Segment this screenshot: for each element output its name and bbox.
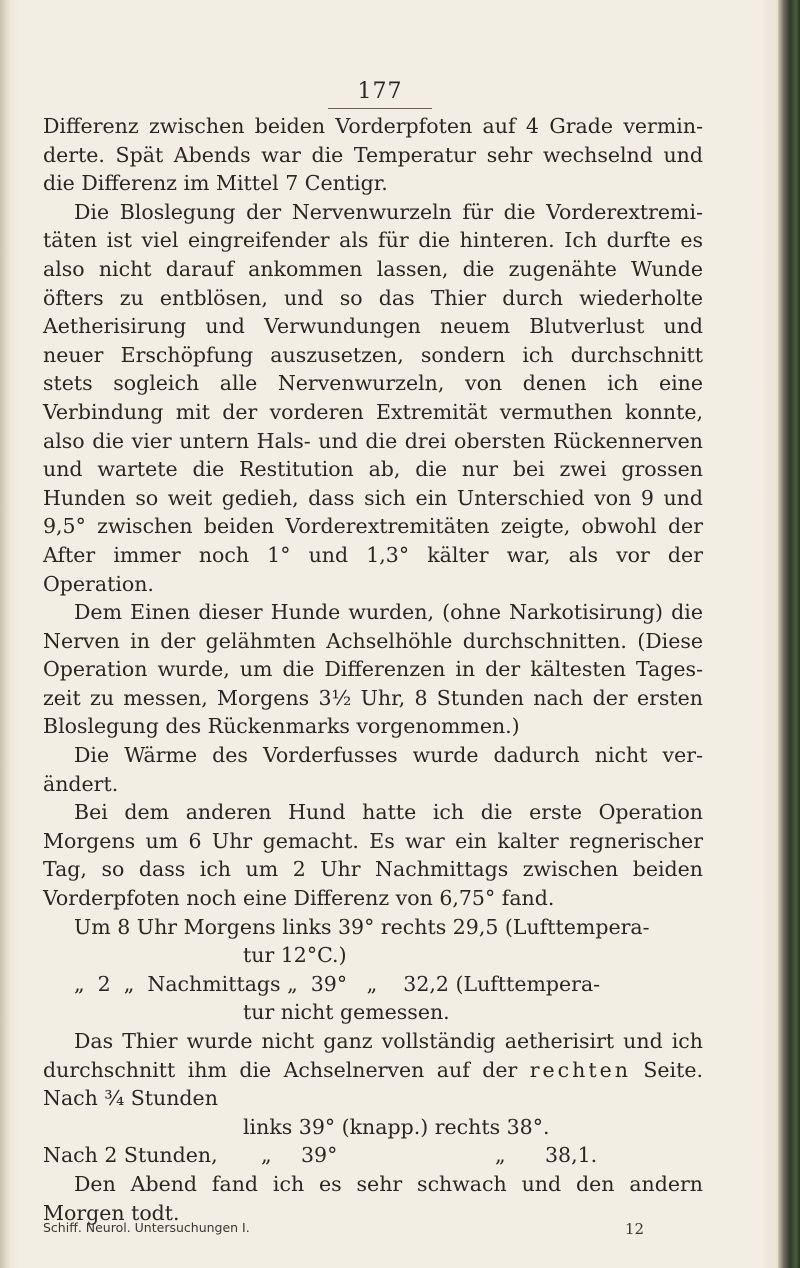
table-cell: links 39° (knapp.) rechts 38°. — [243, 1114, 550, 1139]
table-cell: Um 8 Uhr Morgens links 39° rechts 29,5 (Lufttempera- — [74, 914, 650, 939]
paragraph-6-tail: Seite. Nach ¾ Stunden — [43, 1057, 703, 1111]
table-row — [43, 998, 703, 1027]
measurement-table-1 — [43, 913, 703, 1027]
table-cell: 39° — [301, 1143, 338, 1168]
paragraph-7: Den Abend fand ich es sehr schwach und den andern Morgen todt. — [43, 1171, 703, 1225]
paragraph-6 — [43, 1027, 703, 1113]
table-cell: 38,1. — [545, 1143, 598, 1168]
table-row — [43, 1113, 703, 1142]
table-cell: „ 2 „ Nachmittags „ 39° „ 32,2 (Lufttempera- — [74, 971, 601, 996]
table-cell: tur 12°C.) — [243, 943, 347, 968]
paragraph-3: Dem Einen dieser Hunde wurden, (ohne Narkotisirung) die Nerven in der gelähmten Achselhöhle durchschnitten. (Diese Operation wurde, um die Differenzen in der kältesten Tageszeit zu messen, Morgens 3½ Uhr, 8 Stunden nach der ersten Bloslegung des Rückenmarks vorgenommen.) — [43, 600, 703, 739]
header-rule — [328, 108, 432, 109]
paragraph-5: Bei dem anderen Hund hatte ich die erste Operation Morgens um 6 Uhr gemacht. Es war ein kalter regnerischer Tag, so dass ich um 2 Uhr Nachmittags zwischen beiden Vorderpfoten noch eine Differenz von 6,75° fand. — [43, 800, 703, 911]
ditto-mark: „ — [261, 1143, 272, 1168]
table-row-label: Nach 2 Stunden, — [43, 1143, 218, 1168]
paragraph-6-text: Das Thier wurde nicht ganz vollständig aetherisirt und ich durchschnitt ihm die Achselnerven auf der — [43, 1029, 703, 1082]
table-row — [43, 1141, 703, 1170]
page-left-edge-shadow — [0, 0, 10, 1268]
paragraph-2: Die Bloslegung der Nervenwurzeln für die Vorderextremitäten ist viel eingreifender als für die hinteren. Ich durfte es also nicht darauf ankommen lassen, die zugenähte Wunde öfters zu entblösen, und so das Thier durch wiederholte Aetherisirung und Verwundungen neuem Blutverlust und neuer Erschöpfung auszusetzen, sondern ich durchschnitt stets sogleich alle Nervenwurzeln, von denen ich eine Verbindung mit der vorderen Extremität vermuthen konnte, also die vier untern Hals- und die drei obersten Rückennerven und wartete die Restitution ab, die nur bei zwei grossen Hunden so weit gedieh, dass sich ein Unterschied von 9 und 9,5° zwischen beiden Vorderextremitäten zeigte, obwohl der After immer noch 1° und 1,3° kälter war, als vor der Operation. — [43, 199, 703, 596]
table-row — [43, 913, 703, 942]
paragraph-4: Die Wärme des Vorderfusses wurde dadurch nicht verändert. — [43, 743, 703, 796]
signature-mark: Schiff. Neurol. Untersuchungen I. — [43, 1220, 250, 1235]
emphasis-rechten: rechten — [529, 1057, 631, 1082]
sheet-number: 12 — [625, 1220, 645, 1238]
table-cell: tur nicht gemessen. — [243, 1000, 450, 1025]
paragraph-1: Differenz zwischen beiden Vorderpfoten auf 4 Grade verminderte. Spät Abends war die Temperatur sehr wechselnd und die Differenz im Mittel 7 Centigr. — [43, 114, 703, 196]
body-text — [43, 112, 703, 1227]
table-row — [43, 970, 703, 999]
table-row — [43, 941, 703, 970]
book-binding-edge — [778, 0, 800, 1268]
ditto-mark: „ — [495, 1143, 506, 1168]
page-number: 177 — [357, 79, 403, 104]
measurement-table-2 — [43, 1113, 703, 1170]
